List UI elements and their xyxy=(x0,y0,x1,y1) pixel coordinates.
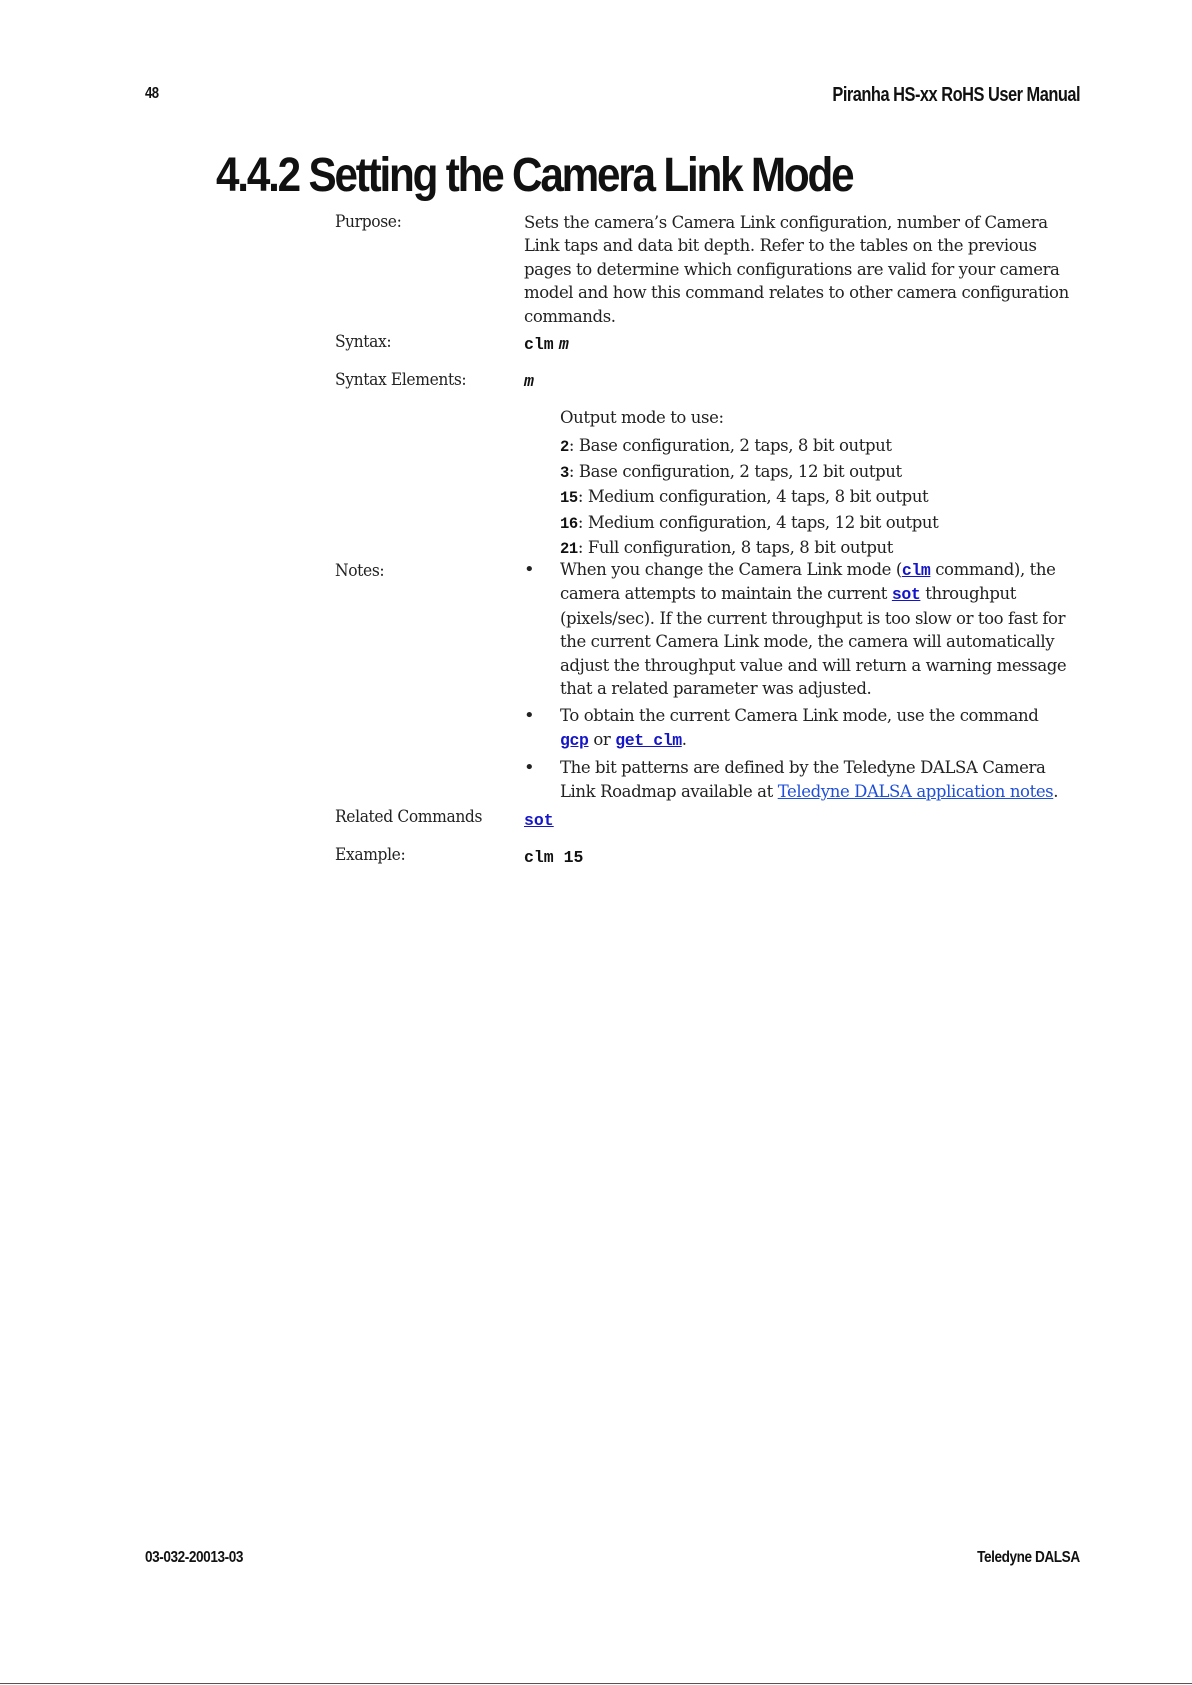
output-mode-item xyxy=(560,460,938,486)
mode-number: 3 xyxy=(560,463,569,482)
note-text: To obtain the current Camera Link mode, use the command xyxy=(560,706,1039,726)
syntax-label: Syntax: xyxy=(335,332,392,351)
purpose-label: Purpose: xyxy=(335,212,402,231)
related-commands-label: Related Commands xyxy=(335,807,483,826)
application-notes-link[interactable]: Teledyne DALSA application notes xyxy=(777,781,1054,801)
bottom-divider xyxy=(0,1683,1192,1684)
bullet-icon: • xyxy=(524,705,535,727)
output-mode-item xyxy=(560,434,938,460)
example-value: clm 15 xyxy=(524,848,584,867)
document-number: 03-032-20013-03 xyxy=(145,1549,243,1566)
section-title: 4.4.2 Setting the Camera Link Mode xyxy=(216,149,853,202)
example-label: Example: xyxy=(335,845,406,864)
mode-text: : Full configuration, 8 taps, 8 bit output xyxy=(577,538,893,558)
output-mode-item xyxy=(560,485,938,511)
mode-number: 21 xyxy=(560,540,578,559)
syntax-command: clm xyxy=(524,335,554,354)
output-mode-list xyxy=(560,434,938,562)
sot-command-link[interactable]: sot xyxy=(891,585,921,605)
note-text: command), the camera attempts to maintain the current xyxy=(560,560,1056,604)
note-text: throughput (pixels/sec). If the current throughput is too slow or too fast for the current Camera Link mode, the camera will automatically adjust the throughput value and will return a warning message that a related parameter was adjusted. xyxy=(560,584,1067,699)
mode-number: 2 xyxy=(560,438,569,456)
clm-command-link[interactable]: clm xyxy=(901,561,931,580)
note-text: The bit patterns are defined by the Teledyne DALSA Camera Link Roadmap available at xyxy=(560,758,1046,801)
mode-number: 15 xyxy=(560,489,578,508)
mode-number: 16 xyxy=(560,514,578,533)
notes-list xyxy=(524,558,1069,807)
note-item xyxy=(524,756,1069,803)
bullet-icon: • xyxy=(524,757,535,779)
output-mode-item xyxy=(560,511,938,537)
syntax-value xyxy=(524,334,569,354)
note-item xyxy=(524,704,1069,752)
mode-text: : Medium configuration, 4 taps, 8 bit output xyxy=(577,487,929,507)
note-text: . xyxy=(1053,781,1059,801)
get-clm-command-link[interactable]: get clm xyxy=(615,730,682,750)
note-item xyxy=(524,558,1069,700)
company-name: Teledyne DALSA xyxy=(977,1549,1080,1566)
note-text: . xyxy=(681,729,687,749)
manual-title: Piranha HS-xx RoHS User Manual xyxy=(832,84,1080,106)
output-mode-description: Output mode to use: xyxy=(560,408,724,427)
mode-text: : Base configuration, 2 taps, 8 bit output xyxy=(568,436,892,455)
related-commands-value xyxy=(524,810,554,830)
note-text: or xyxy=(588,729,616,749)
syntax-param: m xyxy=(558,335,569,354)
mode-text: : Base configuration, 2 taps, 12 bit output xyxy=(568,461,902,481)
notes-label: Notes: xyxy=(335,561,385,580)
gcp-command-link[interactable]: gcp xyxy=(560,730,589,750)
syntax-elements-label: Syntax Elements: xyxy=(335,370,467,389)
related-sot-link[interactable]: sot xyxy=(524,811,554,830)
bullet-icon: • xyxy=(524,559,535,580)
mode-text: : Medium configuration, 4 taps, 12 bit output xyxy=(577,512,939,532)
page-number: 48 xyxy=(145,85,159,102)
syntax-element-param: m xyxy=(524,372,534,391)
purpose-text: Sets the camera’s Camera Link configuration, number of Camera Link taps and data bit depth. Refer to the tables on the previous pages to determine which configurations are valid for your camera model and how this command relates to other camera configuration commands. xyxy=(524,213,1069,326)
note-text: When you change the Camera Link mode ( xyxy=(560,560,902,579)
